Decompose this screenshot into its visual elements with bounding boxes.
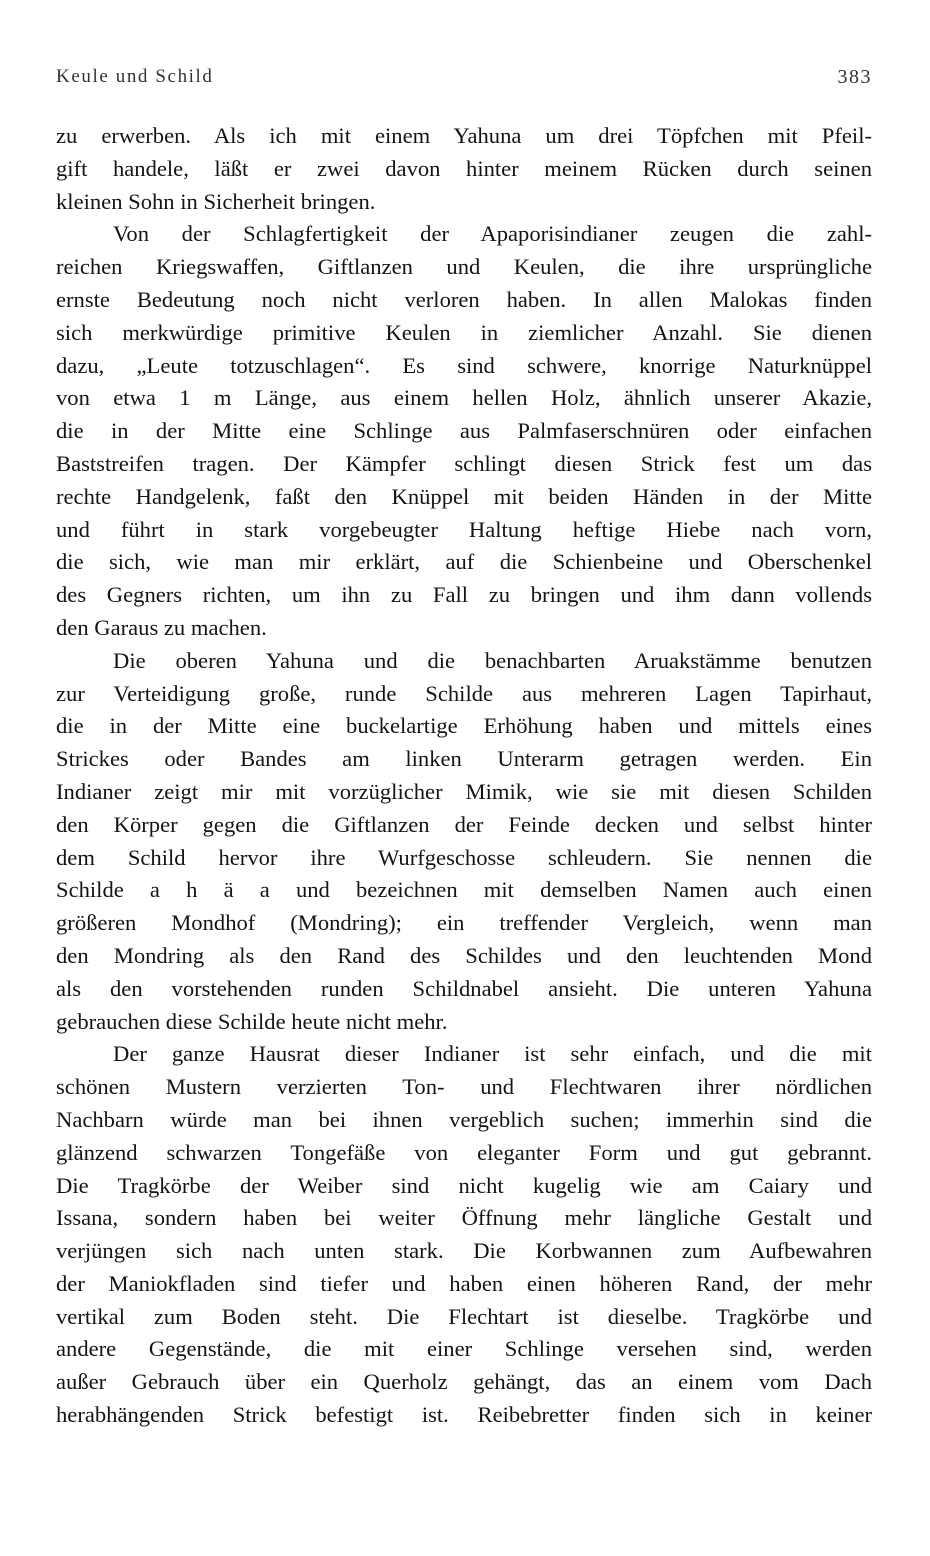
text-line: verjüngen sich nach unten stark. Die Korbwannen zum Aufbewahren: [56, 1238, 872, 1264]
text-line: dem Schild hervor ihre Wurfgeschosse schleudern. Sie nennen die: [56, 844, 872, 870]
paragraph: [56, 1038, 872, 1432]
text-line: gebrauchen diese Schilde heute nicht mehr.: [56, 1008, 448, 1034]
text-line: zur Verteidigung große, runde Schilde aus mehreren Lagen Tapirhaut,: [56, 680, 872, 706]
text-line: als den vorstehenden runden Schildnabel ansieht. Die unteren Yahuna: [56, 975, 872, 1001]
text-line: die in der Mitte eine Schlinge aus Palmfaserschnüren oder einfachen: [56, 418, 872, 444]
text-line: Der ganze Hausrat dieser Indianer ist sehr einfach, und die mit: [113, 1041, 872, 1067]
text-line: sich merkwürdige primitive Keulen in ziemlicher Anzahl. Sie dienen: [56, 319, 872, 345]
page-number: 383: [837, 66, 872, 88]
body-text: [56, 120, 872, 1432]
text-line: größeren Mondhof (Mondring); ein treffender Vergleich, wenn man: [56, 910, 872, 936]
text-line: die sich, wie man mir erklärt, auf die Schienbeine und Oberschenkel: [56, 549, 872, 575]
text-line: gift handele, läßt er zwei davon hinter meinem Rücken durch seinen: [56, 155, 872, 181]
paragraph: [56, 120, 872, 218]
text-line: vertikal zum Boden steht. Die Flechtart ist dieselbe. Tragkörbe und: [56, 1303, 872, 1329]
paragraph: [56, 218, 872, 644]
text-line: kleinen Sohn in Sicherheit bringen.: [56, 188, 376, 214]
text-line: herabhängenden Strick befestigt ist. Reibebretter finden sich in keiner: [56, 1402, 872, 1428]
text-line: schönen Mustern verzierten Ton- und Flechtwaren ihrer nördlichen: [56, 1074, 872, 1100]
text-line: Die Tragkörbe der Weiber sind nicht kugelig wie am Caiary und: [56, 1172, 872, 1198]
text-line: den Garaus zu machen.: [56, 614, 267, 640]
text-line: reichen Kriegswaffen, Giftlanzen und Keulen, die ihre ursprüngliche: [56, 254, 872, 280]
text-line: rechte Handgelenk, faßt den Knüppel mit beiden Händen in der Mitte: [56, 483, 872, 509]
text-line: glänzend schwarzen Tongefäße von eleganter Form und gut gebrannt.: [56, 1139, 872, 1165]
text-line: andere Gegenstände, die mit einer Schlinge versehen sind, werden: [56, 1336, 872, 1362]
text-line: Indianer zeigt mir mit vorzüglicher Mimik, wie sie mit diesen Schilden: [56, 778, 872, 804]
text-line: außer Gebrauch über ein Querholz gehängt, das an einem vom Dach: [56, 1369, 872, 1395]
text-line: ernste Bedeutung noch nicht verloren haben. In allen Malokas finden: [56, 286, 872, 312]
text-line: den Mondring als den Rand des Schildes und den leuchtenden Mond: [56, 942, 872, 968]
text-line: Issana, sondern haben bei weiter Öffnung mehr längliche Gestalt und: [56, 1205, 872, 1231]
text-line: Baststreifen tragen. Der Kämpfer schlingt diesen Strick fest um das: [56, 450, 872, 476]
running-head-title: Keule und Schild: [56, 66, 214, 87]
text-line: und führt in stark vorgebeugter Haltung heftige Hiebe nach vorn,: [56, 516, 872, 542]
text-line: Schilde a h ä a und bezeichnen mit demselben Namen auch einen: [56, 877, 872, 903]
text-line: dazu, „Leute totzuschlagen“. Es sind schwere, knorrige Naturknüppel: [56, 352, 872, 378]
text-line: Strickes oder Bandes am linken Unterarm getragen werden. Ein: [56, 746, 872, 772]
text-line: zu erwerben. Als ich mit einem Yahuna um drei Töpfchen mit Pfeil-: [56, 123, 872, 148]
running-head: [56, 66, 872, 96]
text-line: Die oberen Yahuna und die benachbarten Aruakstämme benutzen: [113, 647, 872, 673]
text-line: Von der Schlagfertigkeit der Apaporisindianer zeugen die zahl-: [113, 221, 872, 247]
text-line: den Körper gegen die Giftlanzen der Feinde decken und selbst hinter: [56, 811, 872, 837]
text-line: Nachbarn würde man bei ihnen vergeblich suchen; immerhin sind die: [56, 1106, 872, 1132]
text-line: die in der Mitte eine buckelartige Erhöhung haben und mittels eines: [56, 713, 872, 739]
text-line: der Maniokfladen sind tiefer und haben einen höheren Rand, der mehr: [56, 1270, 872, 1296]
text-line: des Gegners richten, um ihn zu Fall zu bringen und ihm dann vollends: [56, 582, 872, 608]
paragraph: [56, 645, 872, 1039]
text-line: von etwa 1 m Länge, aus einem hellen Holz, ähnlich unserer Akazie,: [56, 385, 872, 411]
